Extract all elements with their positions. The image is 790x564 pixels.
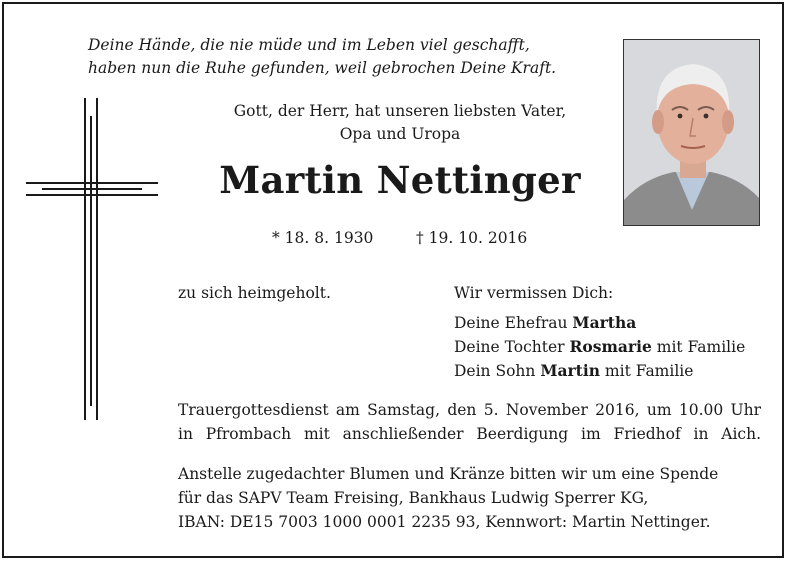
donation-line: IBAN: DE15 7003 1000 0001 2235 93, Kennwort: Martin Nettinger. <box>178 513 711 531</box>
intro-line: Opa und Uropa <box>339 125 461 143</box>
service-line: in Pfrombach mit anschließender Beerdigung im Friedhof in Aich. <box>178 425 761 443</box>
funeral-service-info <box>178 398 761 446</box>
mourner-name: Rosmarie <box>569 337 652 356</box>
donation-line: Anstelle zugedachter Blumen und Kränze bitten wir um eine Spende <box>178 465 719 483</box>
donation-line: für das SAPV Team Freising, Bankhaus Ludwig Sperrer KG, <box>178 489 649 507</box>
service-line: Trauergottesdienst am Samstag, den 5. November 2016, um 10.00 Uhr <box>178 401 761 419</box>
mourner-suffix: mit Familie <box>600 362 694 380</box>
mourner-relation: Dein Sohn <box>454 362 541 380</box>
intro-line: Gott, der Herr, hat unseren liebsten Vater, <box>233 102 567 120</box>
poem-line: haben nun die Ruhe gefunden, weil gebrochen Deine Kraft. <box>88 59 557 77</box>
mourners-list <box>454 311 745 383</box>
mourner-name: Martha <box>572 313 637 332</box>
mourner-relation: Deine Tochter <box>454 338 570 356</box>
memorial-poem <box>88 34 556 80</box>
birth-date: * 18. 8. 1930 <box>272 229 374 247</box>
cross-icon <box>26 98 158 420</box>
donation-info <box>178 462 761 534</box>
intro-text <box>190 100 610 146</box>
deceased-name: Martin Nettinger <box>219 158 581 202</box>
mourner-name: Martin <box>540 361 600 380</box>
poem-line: Deine Hände, die nie müde und im Leben viel geschafft, <box>88 36 530 54</box>
portrait-icon <box>624 40 760 226</box>
mourner-line <box>454 335 745 359</box>
mourner-suffix: mit Familie <box>651 338 746 356</box>
mourner-relation: Deine Ehefrau <box>454 314 573 332</box>
mourner-line <box>454 359 745 383</box>
portrait-photo <box>623 39 760 226</box>
called-home-text: zu sich heimgeholt. <box>178 284 331 302</box>
death-date: † 19. 10. 2016 <box>416 229 528 247</box>
mourner-line <box>454 311 745 335</box>
mourners-heading: Wir vermissen Dich: <box>454 284 614 302</box>
